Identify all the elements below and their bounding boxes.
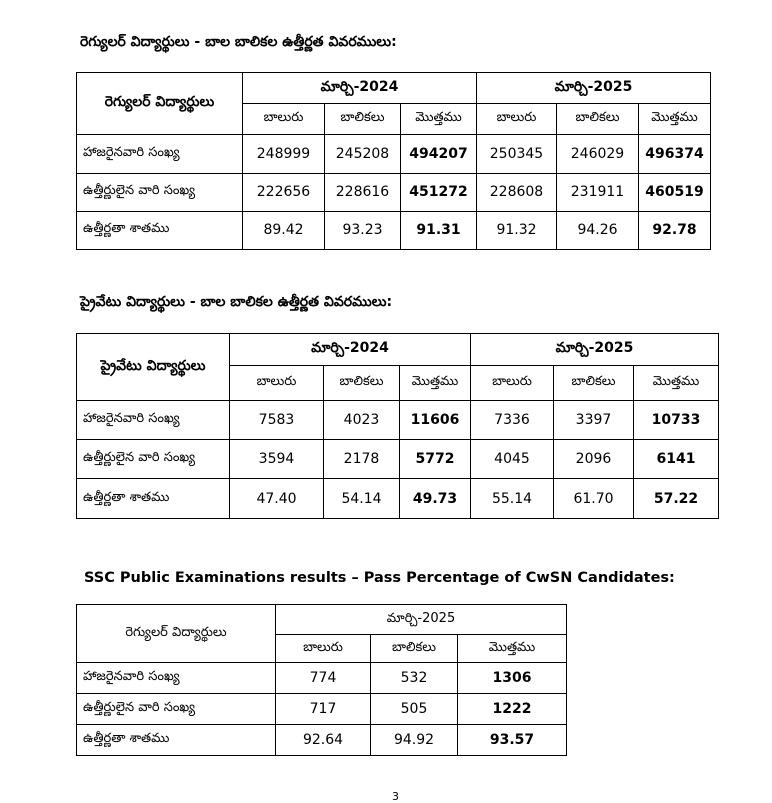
- girls-header: బాలికలు: [324, 366, 400, 401]
- cell: 4045: [471, 440, 554, 479]
- cell: 532: [371, 663, 458, 694]
- total-header: మొత్తము: [639, 104, 711, 135]
- cell: 47.40: [230, 479, 324, 519]
- total-cell: 6141: [634, 440, 719, 479]
- row-label: ఉత్తీర్ణతా శాతము: [77, 211, 243, 249]
- row-label: ఉత్తీర్ణులైన వారి సంఖ్య: [77, 173, 243, 211]
- corner-header: రెగ్యులర్ విద్యార్థులు: [77, 73, 243, 135]
- total-cell: 91.31: [401, 211, 477, 249]
- table-row: [77, 440, 719, 479]
- total-cell: 5772: [400, 440, 471, 479]
- cell: 4023: [324, 401, 400, 440]
- table-row: [77, 401, 719, 440]
- cell: 774: [276, 663, 371, 694]
- total-cell: 494207: [401, 135, 477, 173]
- table-row: [77, 694, 567, 725]
- cell: 3397: [554, 401, 634, 440]
- cell: 505: [371, 694, 458, 725]
- total-cell: 10733: [634, 401, 719, 440]
- boys-header: బాలురు: [471, 366, 554, 401]
- regular-section-title: రెగ్యులర్ విద్యార్థులు - బాల బాలికల ఉత్తీర్ణత వివరములు:: [80, 34, 397, 50]
- table-row: [77, 173, 711, 211]
- total-cell: 11606: [400, 401, 471, 440]
- period-header: మార్చి-2025: [477, 73, 711, 104]
- cell: 246029: [557, 135, 639, 173]
- cell: 93.23: [325, 211, 401, 249]
- total-cell: 1306: [458, 663, 567, 694]
- private-section-title: ప్రైవేటు విద్యార్థులు - బాల బాలికల ఉత్తీర్ణత వివరములు:: [80, 294, 393, 310]
- cwsn-section-title: SSC Public Examinations results – Pass Percentage of CwSN Candidates:: [84, 570, 675, 586]
- cell: 2096: [554, 440, 634, 479]
- table-row: [77, 725, 567, 756]
- boys-header: బాలురు: [276, 635, 371, 663]
- period-header: మార్చి-2024: [230, 334, 471, 366]
- total-cell: 1222: [458, 694, 567, 725]
- cell: 248999: [243, 135, 325, 173]
- row-label: హాజరైనవారి సంఖ్య: [77, 135, 243, 173]
- total-header: మొత్తము: [401, 104, 477, 135]
- row-label: ఉత్తీర్ణులైన వారి సంఖ్య: [77, 694, 276, 725]
- cell: 54.14: [324, 479, 400, 519]
- boys-header: బాలురు: [230, 366, 324, 401]
- total-cell: 451272: [401, 173, 477, 211]
- row-label: ఉత్తీర్ణతా శాతము: [77, 725, 276, 756]
- cell: 7336: [471, 401, 554, 440]
- cell: 91.32: [477, 211, 557, 249]
- boys-header: బాలురు: [477, 104, 557, 135]
- girls-header: బాలికలు: [325, 104, 401, 135]
- row-label: ఉత్తీర్ణులైన వారి సంఖ్య: [77, 440, 230, 479]
- cell: 89.42: [243, 211, 325, 249]
- row-label: ఉత్తీర్ణతా శాతము: [77, 479, 230, 519]
- cell: 222656: [243, 173, 325, 211]
- table-row: [77, 135, 711, 173]
- period-header: మార్చి-2025: [276, 605, 567, 635]
- total-header: మొత్తము: [458, 635, 567, 663]
- cell: 94.26: [557, 211, 639, 249]
- cell: 7583: [230, 401, 324, 440]
- cell: 3594: [230, 440, 324, 479]
- corner-header: ప్రైవేటు విద్యార్థులు: [77, 334, 230, 401]
- girls-header: బాలికలు: [371, 635, 458, 663]
- cell: 92.64: [276, 725, 371, 756]
- girls-header: బాలికలు: [557, 104, 639, 135]
- period-header: మార్చి-2025: [471, 334, 719, 366]
- cwsn-results-table: [76, 604, 567, 756]
- girls-header: బాలికలు: [554, 366, 634, 401]
- row-label: హాజరైనవారి సంఖ్య: [77, 401, 230, 440]
- cell: 245208: [325, 135, 401, 173]
- total-header: మొత్తము: [400, 366, 471, 401]
- total-cell: 57.22: [634, 479, 719, 519]
- cell: 2178: [324, 440, 400, 479]
- cell: 717: [276, 694, 371, 725]
- total-cell: 92.78: [639, 211, 711, 249]
- total-cell: 49.73: [400, 479, 471, 519]
- cell: 250345: [477, 135, 557, 173]
- private-results-table: [76, 333, 719, 519]
- table-row: [77, 211, 711, 249]
- regular-results-table: [76, 72, 711, 250]
- boys-header: బాలురు: [243, 104, 325, 135]
- total-header: మొత్తము: [634, 366, 719, 401]
- cell: 55.14: [471, 479, 554, 519]
- total-cell: 460519: [639, 173, 711, 211]
- cell: 94.92: [371, 725, 458, 756]
- period-header: మార్చి-2024: [243, 73, 477, 104]
- cell: 231911: [557, 173, 639, 211]
- total-cell: 93.57: [458, 725, 567, 756]
- table-row: [77, 663, 567, 694]
- corner-header: రెగ్యులర్ విద్యార్థులు: [77, 605, 276, 663]
- cell: 61.70: [554, 479, 634, 519]
- page-number: 3: [392, 790, 399, 803]
- table-row: [77, 479, 719, 519]
- cell: 228616: [325, 173, 401, 211]
- total-cell: 496374: [639, 135, 711, 173]
- cell: 228608: [477, 173, 557, 211]
- row-label: హాజరైనవారి సంఖ్య: [77, 663, 276, 694]
